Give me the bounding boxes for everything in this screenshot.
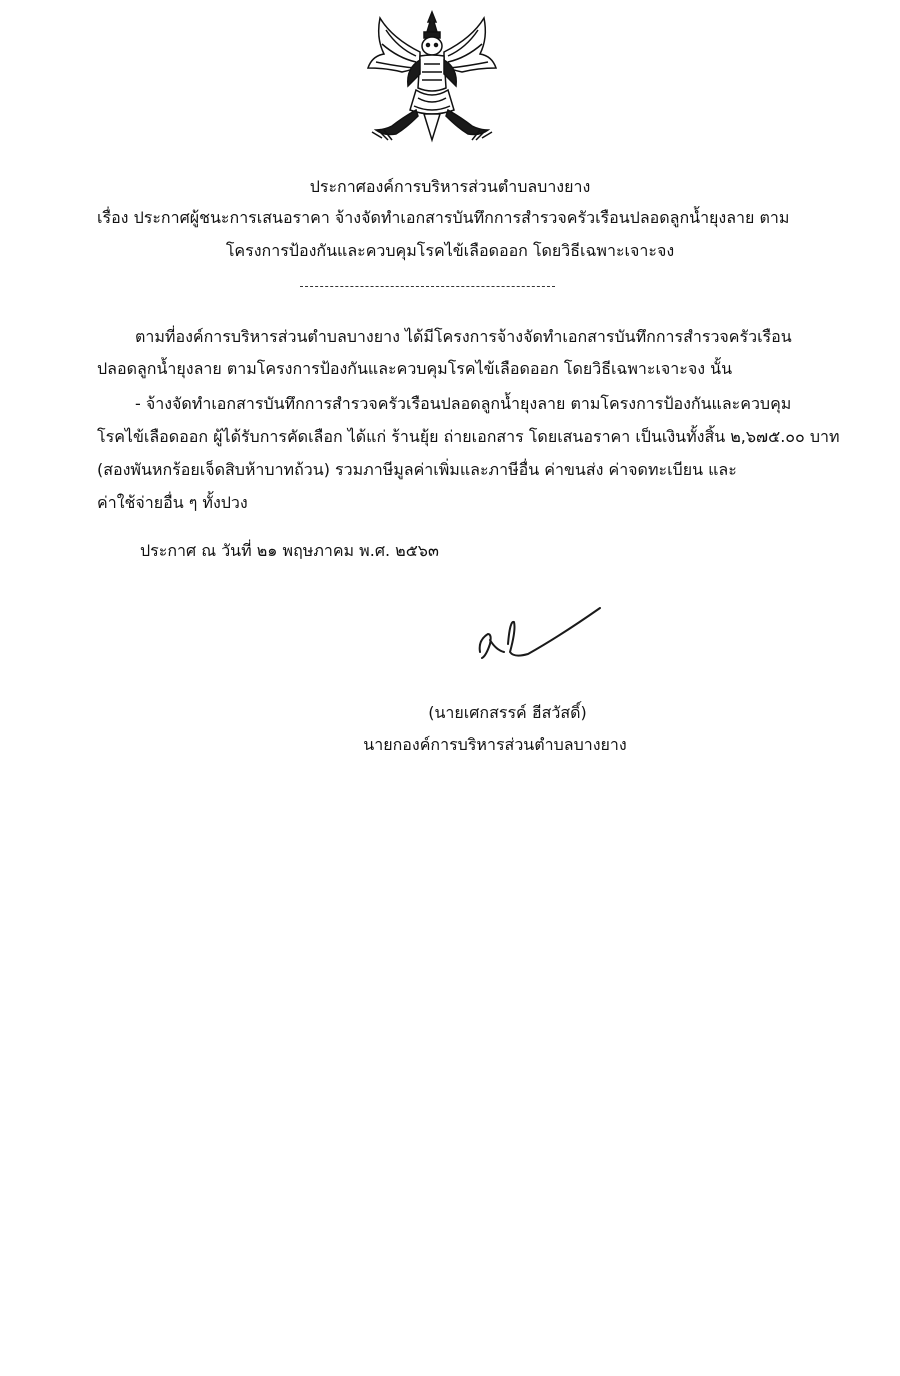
paragraph-1-line-2: ปลอดลูกน้ำยุงลาย ตามโครงการป้องกันและควบคุมโรคไข้เลือดออก โดยวิธีเฉพาะเจาะจง นั้น: [97, 359, 733, 378]
subject-line-1: เรื่อง ประกาศผู้ชนะการเสนอราคา จ้างจัดทำเอกสารบันทึกการสำรวจครัวเรือนปลอดลูกน้ำยุงลาย ตาม: [97, 208, 790, 227]
header-divider: [300, 286, 555, 287]
announcement-title: ประกาศองค์การบริหารส่วนตำบลบางยาง: [309, 177, 591, 196]
signer-name: (นายเศกสรรค์ ฮีสวัสดิ์): [428, 703, 587, 722]
subject-line-2: โครงการป้องกันและควบคุมโรคไข้เลือดออก โดยวิธีเฉพาะเจาะจง: [225, 241, 675, 260]
paragraph-2-line-4: ค่าใช้จ่ายอื่น ๆ ทั้งปวง: [97, 493, 248, 512]
announcement-date: ประกาศ ณ วันที่ ๒๑ พฤษภาคม พ.ศ. ๒๕๖๓: [140, 541, 439, 560]
paragraph-1-line-1: ตามที่องค์การบริหารส่วนตำบลบางยาง ได้มีโครงการจ้างจัดทำเอกสารบันทึกการสำรวจครัวเรือน: [135, 327, 792, 346]
signer-position: นายกองค์การบริหารส่วนตำบลบางยาง: [363, 735, 627, 754]
handwritten-signature: [470, 600, 610, 670]
paragraph-2-line-2: โรคไข้เลือดออก ผู้ได้รับการคัดเลือก ได้แก่ ร้านยุ้ย ถ่ายเอกสาร โดยเสนอราคา เป็นเงินทั้งสิ้น ๒,๖๗๕.๐๐ บาท: [97, 427, 840, 446]
garuda-emblem-icon: [362, 8, 502, 148]
paragraph-2-line-3: (สองพันหกร้อยเจ็ดสิบห้าบาทถ้วน) รวมภาษีมูลค่าเพิ่มและภาษีอื่น ค่าขนส่ง ค่าจดทะเบียน และ: [97, 460, 737, 479]
paragraph-2-line-1: - จ้างจัดทำเอกสารบันทึกการสำรวจครัวเรือนปลอดลูกน้ำยุงลาย ตามโครงการป้องกันและควบคุม: [135, 394, 792, 413]
